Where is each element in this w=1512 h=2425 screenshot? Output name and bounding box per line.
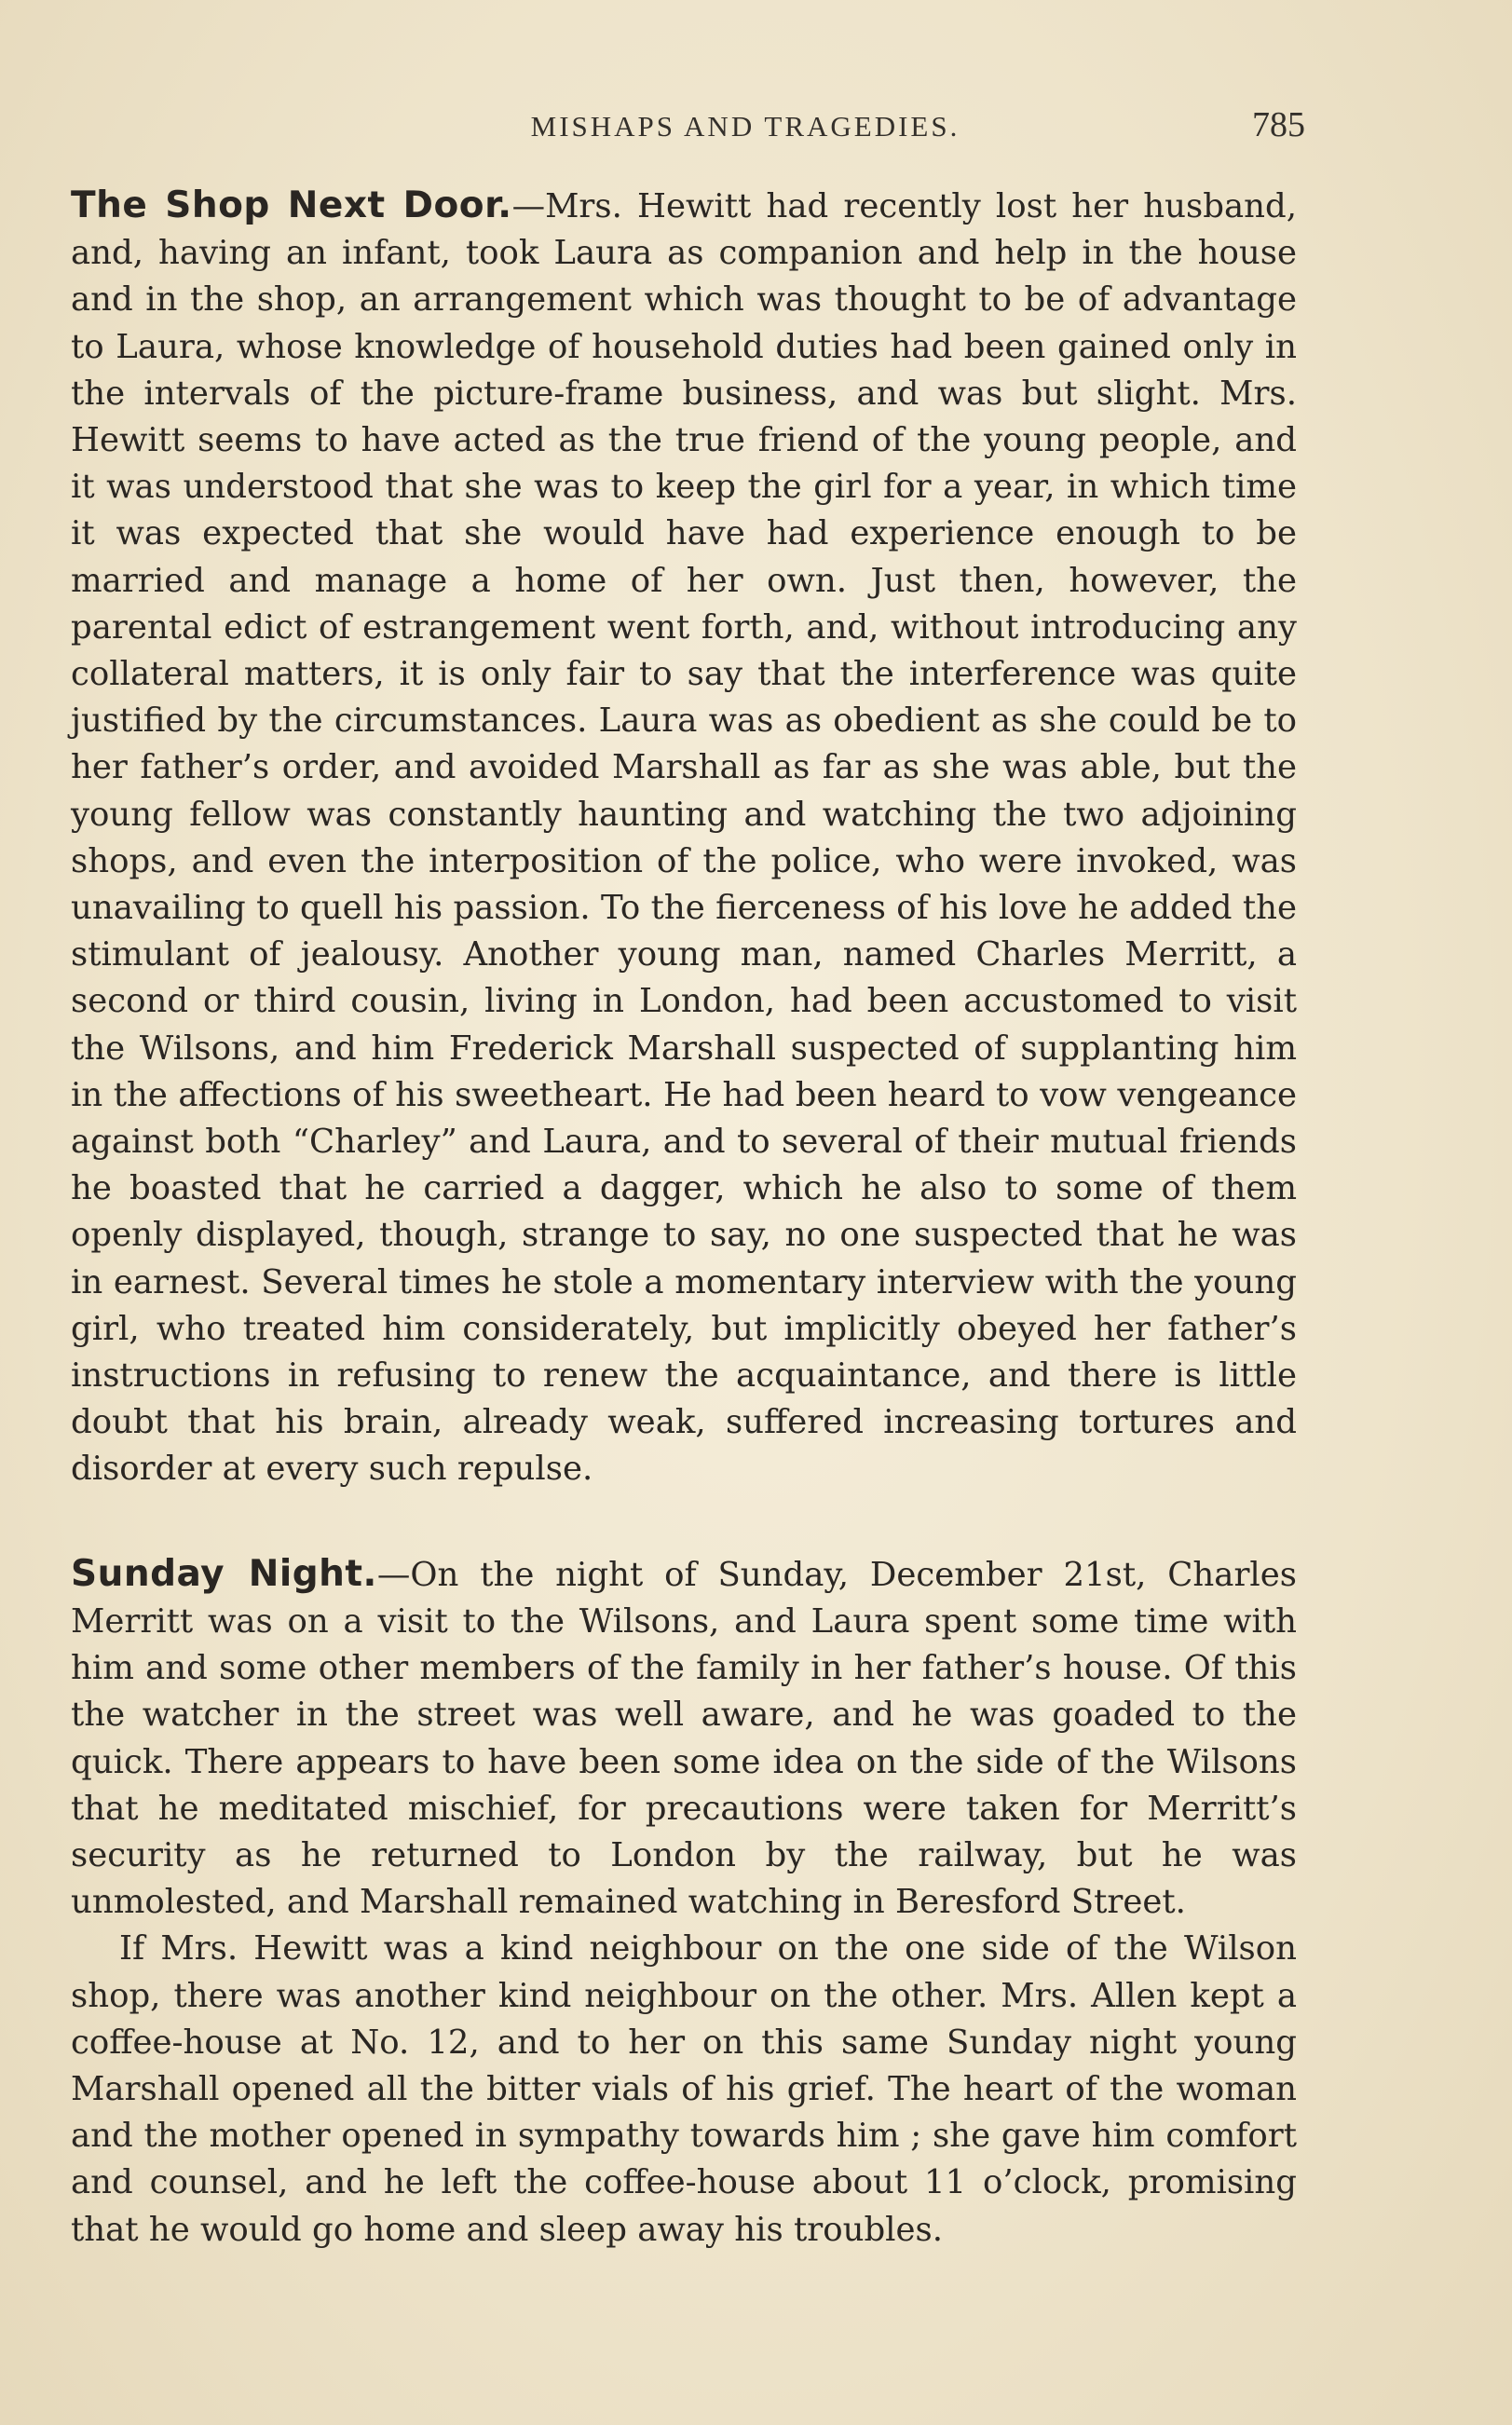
- section-continuation-paragraph: If Mrs. Hewitt was a kind neighbour on the one side of the Wilson shop, there was another kind neighbour on the other. Mrs. Allen kept a coffee-house at No. 12, and to her on this same Sunday night young Marshall opened all the bitter vials of his grief. The heart of the woman and the mother opened in sympathy towards him ; she gave him comfort and counsel, and he left the coffee-house about 11 o’clock, promising that he would go home and sleep away his troubles.: [71, 1929, 1297, 2249]
- section-heading: Sunday Night.: [71, 1552, 377, 1595]
- running-header: MISHAPS AND TRAGEDIES.: [530, 110, 960, 143]
- section-body: —On the night of Sunday, December 21st, Charles Merritt was on a visit to the Wilsons, and Laura spent some time with him and some other members of the family in her father’s house. Of this the watcher in the street was well aware, and he was goaded to the quick. There appears to have been some idea on the side of the Wilsons that he meditated mischief, for precautions were taken for Merritt’s security as he returned to London by the railway, but he was unmolested, and Marshall remained watching in Beresford Street.: [71, 1555, 1297, 1922]
- section-shop-next-door: [71, 183, 1297, 1493]
- body-text: [71, 183, 1297, 2254]
- page-number: 785: [1252, 105, 1305, 144]
- section-body: —Mrs. Hewitt had recently lost her husband, and, having an infant, took Laura as companion and help in the house and in the shop, an arrangement which was thought to be of advantage to Laura, whose knowledge of household duties had been gained only in the intervals of the picture-frame business, and was but slight. Mrs. Hewitt seems to have acted as the true friend of the young people, and it was understood that she was to keep the girl for a year, in which time it was expected that she would have had experience enough to be married and manage a home of her own. Just then, however, the parental edict of estrangement went forth, and, without introducing any collateral matters, it is only fair to say that the interference was quite justified by the circumstances. Laura was as obedient as she could be to her father’s order, and avoided Marshall as far as she was able, but the young fellow was constantly haunting and watching the two adjoining shops, and even the interposition of the police, who were invoked, was unavailing to quell his passion. To the fierceness of his love he added the stimulant of jealousy. Another young man, named Charles Merritt, a second or third cousin, living in London, had been accustomed to visit the Wilsons, and him Frederick Marshall suspected of supplanting him in the affections of his sweetheart. He had been heard to vow vengeance against both “Charley” and Laura, and to several of their mutual friends he boasted that he carried a dagger, which he also to some of them openly displayed, though, strange to say, no one suspected that he was in earnest. Several times he stole a momentary interview with the young girl, who treated him considerately, but implicitly obeyed her father’s instructions in refusing to renew the acquaintance, and there is little doubt that his brain, already weak, suffered increasing tortures and disorder at every such repulse.: [71, 187, 1297, 1489]
- section-sunday-night: [71, 1551, 1297, 1927]
- section-heading: The Shop Next Door.: [71, 184, 512, 226]
